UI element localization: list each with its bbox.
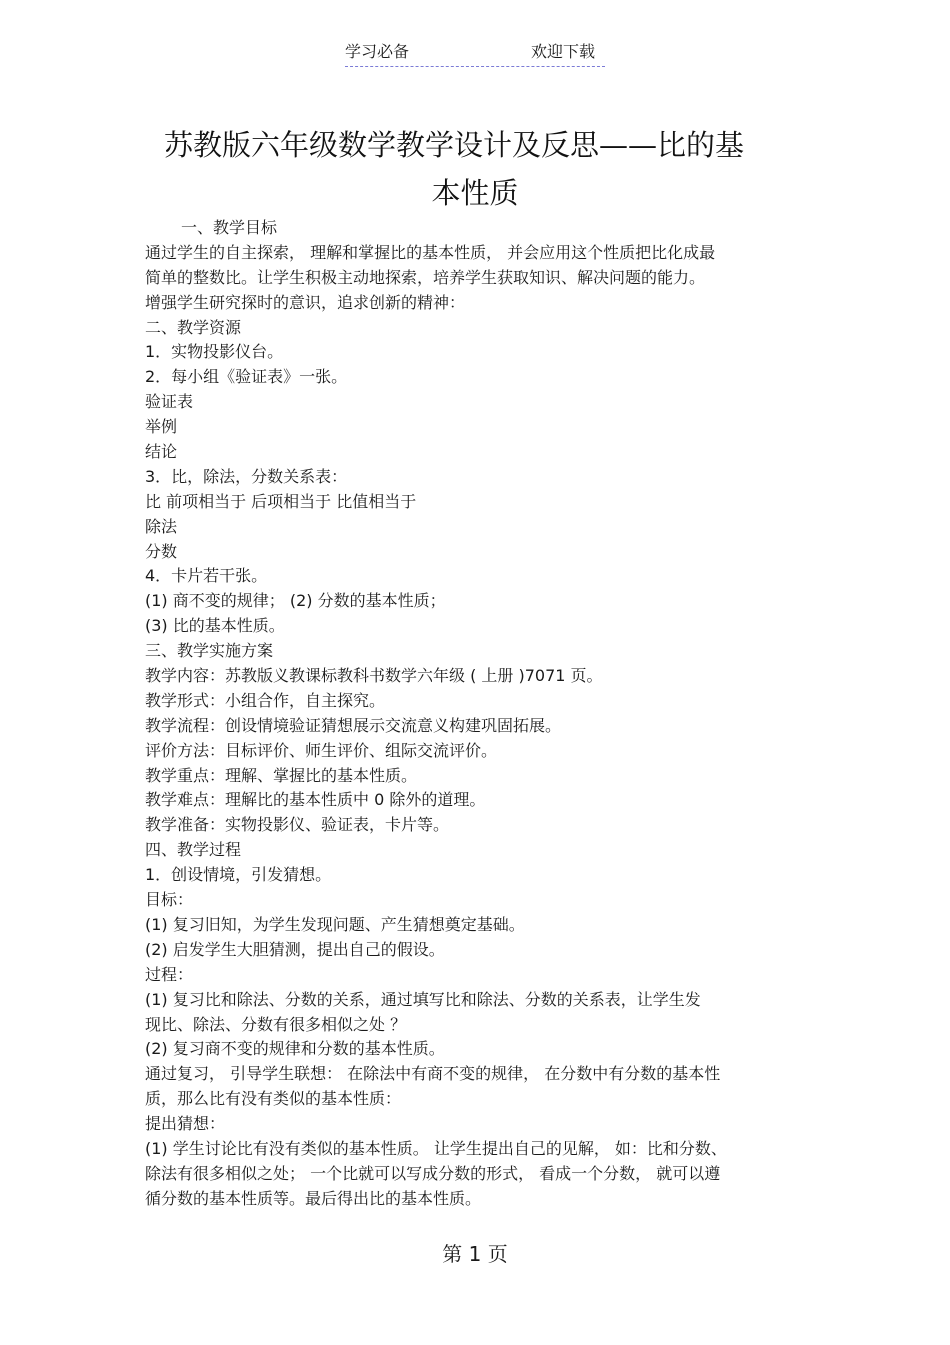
paragraph-line: 举例 [145, 417, 178, 437]
section-heading: 四、教学过程 [145, 840, 242, 860]
section-heading: 一、教学目标 [181, 218, 278, 237]
paragraph-line: 评价方法：目标评价、师生评价、组际交流评价。 [145, 740, 498, 760]
paragraph-line: 验证表 [145, 392, 194, 412]
list-item: 2．每小组《验证表》一张。 [145, 367, 348, 387]
paragraph-line: 通过学生的自主探索， 理解和掌握比的基本性质， 并会应用这个性质把比化成最 [145, 242, 716, 262]
list-item: 4．卡片若干张。 [145, 566, 268, 586]
paragraph-line: 教学形式：小组合作，自主探究。 [145, 690, 386, 710]
paragraph-line: 结论 [145, 442, 178, 462]
paragraph-line: 增强学生研究探时的意识，追求创新的精神： [145, 292, 466, 312]
paragraph-line: 提出猜想： [145, 1114, 226, 1134]
list-item: 3．比，除法，分数关系表： [145, 466, 348, 486]
list-item: (1) 学生讨论比有没有类似的基本性质。 让学生提出自己的见解， 如：比和分数、 [145, 1138, 727, 1158]
page-number: 第 1 页 [442, 1242, 508, 1266]
paragraph-line: 通过复习， 引导学生联想： 在除法中有商不变的规律， 在分数中有分数的基本性 [145, 1064, 721, 1084]
paragraph-line: 除法 [145, 516, 178, 536]
paragraph-line: 教学准备：实物投影仪、验证表，卡片等。 [145, 815, 450, 835]
paragraph-line: 目标： [145, 890, 194, 910]
list-item: 1．创设情境，引发猜想。 [145, 865, 332, 885]
paragraph-line: 质，那么比有没有类似的基本性质： [145, 1089, 402, 1109]
paragraph-line: 比 前项相当于 后项相当于 比值相当于 [145, 491, 417, 511]
section-heading: 二、教学资源 [145, 317, 242, 337]
list-item: (1) 商不变的规律； (2) 分数的基本性质； [145, 591, 446, 611]
list-item: (1) 复习比和除法、分数的关系，通过填写比和除法、分数的关系表，让学生发 [145, 989, 701, 1009]
list-item: (2) 复习商不变的规律和分数的基本性质。 [145, 1039, 445, 1059]
paragraph-line: 循分数的基本性质等。最后得出比的基本性质。 [145, 1188, 482, 1208]
document-body [145, 216, 815, 1212]
list-item: 1．实物投影仪台。 [145, 342, 284, 362]
paragraph-line: 教学流程：创设情境验证猜想展示交流意义构建巩固拓展。 [145, 715, 562, 735]
header-right-text: 欢迎下载 [531, 42, 596, 61]
document-title-line-1: 苏教版六年级数学教学设计及反思——比的基 [163, 128, 744, 162]
page-header [345, 40, 605, 67]
paragraph-line: 除法有很多相似之处； 一个比就可以写成分数的形式， 看成一个分数， 就可以遵 [145, 1163, 721, 1183]
list-item: (1) 复习旧知，为学生发现问题、产生猜想奠定基础。 [145, 914, 525, 934]
paragraph-line: 现比、除法、分数有很多相似之处 ？ [145, 1014, 407, 1034]
list-item: (3) 比的基本性质。 [145, 616, 285, 636]
section-heading: 三、教学实施方案 [145, 641, 274, 661]
paragraph-line: 教学内容：苏教版义教课标教科书数学六年级 ( 上册 )7071 页。 [145, 666, 603, 686]
document-title-line-2: 本性质 [431, 176, 519, 210]
list-item: (2) 启发学生大胆猜测，提出自己的假设。 [145, 939, 445, 959]
header-left-text: 学习必备 [345, 42, 410, 61]
paragraph-line: 简单的整数比。让学生积极主动地探索，培养学生获取知识、解决问题的能力。 [145, 267, 706, 287]
paragraph-line: 教学难点：理解比的基本性质中 0 除外的道理。 [145, 790, 486, 810]
paragraph-line: 分数 [145, 541, 178, 561]
paragraph-line: 过程： [145, 964, 194, 984]
paragraph-line: 教学重点：理解、掌握比的基本性质。 [145, 765, 418, 785]
